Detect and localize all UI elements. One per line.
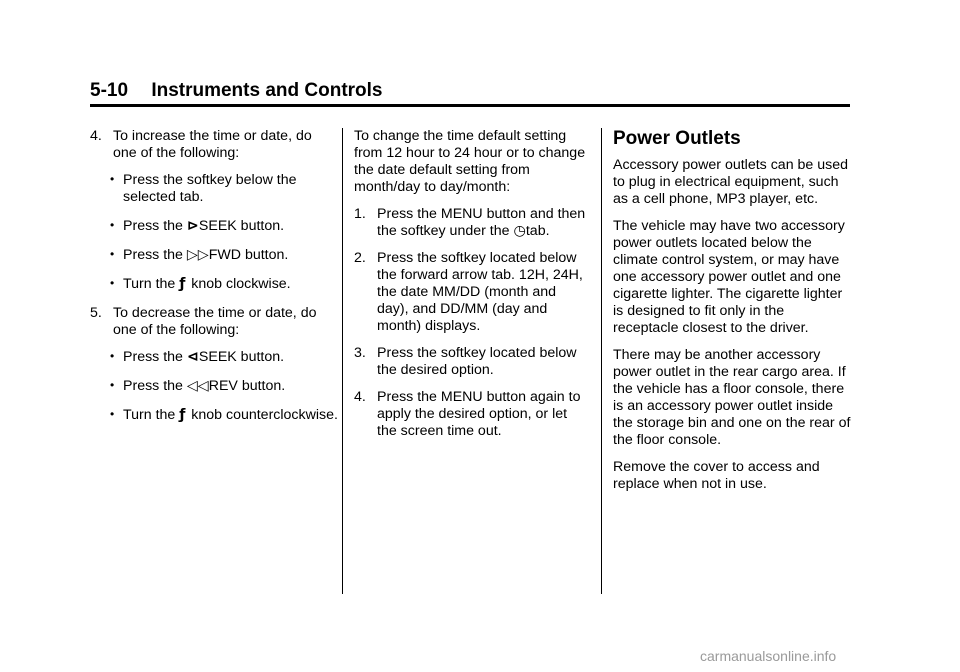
- bullet-icon: •: [110, 407, 115, 421]
- column-2: [354, 128, 590, 450]
- bullet-item: [90, 218, 338, 235]
- step-4: [354, 389, 590, 440]
- bullet-icon: •: [110, 218, 115, 232]
- column-divider-1: [342, 128, 343, 594]
- watermark: carmanualsonline.info: [700, 648, 837, 664]
- column-1: [90, 128, 338, 436]
- step-4: [90, 128, 338, 162]
- bullet-icon: •: [110, 349, 115, 363]
- column-divider-2: [601, 128, 602, 594]
- step-5: [90, 305, 338, 339]
- bullet-item: [90, 172, 338, 206]
- step-number: 2.: [354, 250, 366, 266]
- section-title: Instruments and Controls: [151, 80, 383, 101]
- page-header: [90, 80, 383, 102]
- step-text: Press the softkey located below the desired option.: [377, 345, 577, 378]
- rewind-icon: ◁◁: [186, 378, 209, 394]
- bullet-item: [90, 378, 338, 395]
- step-number: 5.: [90, 305, 102, 321]
- column-3: [613, 128, 853, 503]
- step-number: 1.: [354, 206, 366, 222]
- bullet-icon: •: [110, 276, 115, 290]
- tune-knob-icon: ƒ: [179, 276, 186, 292]
- step-text: To increase the time or date, do one of the following:: [113, 128, 312, 161]
- bullet-item: [90, 349, 338, 366]
- bullet-pre: Press the: [123, 349, 183, 365]
- bullet-item: [90, 407, 338, 424]
- bullet-text: SEEK button.: [198, 218, 285, 234]
- bullet-icon: •: [110, 172, 115, 186]
- bullet-pre: Press the: [123, 247, 183, 263]
- paragraph: Accessory power outlets can be used to plug in electrical equipment, such as a cell phone, MP3 player, etc.: [613, 157, 849, 207]
- step-1: [354, 206, 590, 240]
- bullet-text: REV button.: [208, 378, 286, 394]
- step-number: 3.: [354, 345, 366, 361]
- bullet-text: knob clockwise.: [191, 276, 291, 292]
- paragraph: The vehicle may have two accessory power outlets located below the climate control system, or may have one accessory power outlet and one cigarette lighter. The cigarette lighter is designed to fit only in the receptacle closest to the driver.: [613, 218, 845, 336]
- bullet-item: [90, 247, 338, 264]
- page-number: 5-10: [90, 80, 129, 101]
- step-text-after: tab.: [525, 223, 550, 239]
- bullet-pre: Turn the: [123, 276, 176, 292]
- bullet-pre: Press the: [123, 378, 183, 394]
- bullet-text: SEEK button.: [198, 349, 285, 365]
- step-text: Press the MENU button again to apply the desired option, or let the screen time out.: [377, 389, 581, 439]
- bullet-text: Press the softkey below the selected tab.: [123, 172, 297, 205]
- header-rule: [90, 104, 850, 107]
- clock-icon: ◷: [513, 223, 526, 239]
- fast-forward-icon: ▷▷: [186, 247, 209, 263]
- paragraph: Remove the cover to access and replace when not in use.: [613, 459, 820, 492]
- bullet-item: [90, 276, 338, 293]
- step-text: Press the MENU button and then the softkey under the: [377, 206, 586, 239]
- step-number: 4.: [90, 128, 102, 144]
- step-2: [354, 250, 590, 335]
- section-heading: Power Outlets: [613, 128, 741, 149]
- bullet-pre: Press the: [123, 218, 183, 234]
- step-text: To decrease the time or date, do one of the following:: [113, 305, 317, 338]
- seek-up-icon: ⊳: [186, 218, 199, 234]
- seek-down-icon: ⊲: [186, 349, 199, 365]
- step-3: [354, 345, 590, 379]
- paragraph: There may be another accessory power outlet in the rear cargo area. If the vehicle has a floor console, there is an accessory power outlet inside the storage bin and one on the rear of the floor console.: [613, 347, 851, 448]
- intro-paragraph: To change the time default setting from 12 hour to 24 hour or to change the date default setting from month/day to day/month:: [354, 128, 586, 195]
- bullet-icon: •: [110, 247, 115, 261]
- bullet-icon: •: [110, 378, 115, 392]
- bullet-text: FWD button.: [208, 247, 289, 263]
- tune-knob-icon: ƒ: [179, 407, 186, 423]
- bullet-text: knob counterclockwise.: [191, 407, 338, 423]
- step-number: 4.: [354, 389, 366, 405]
- bullet-pre: Turn the: [123, 407, 176, 423]
- step-text: Press the softkey located below the forward arrow tab. 12H, 24H, the date MM/DD (month and day), and DD/MM (day and month) displays.: [377, 250, 583, 334]
